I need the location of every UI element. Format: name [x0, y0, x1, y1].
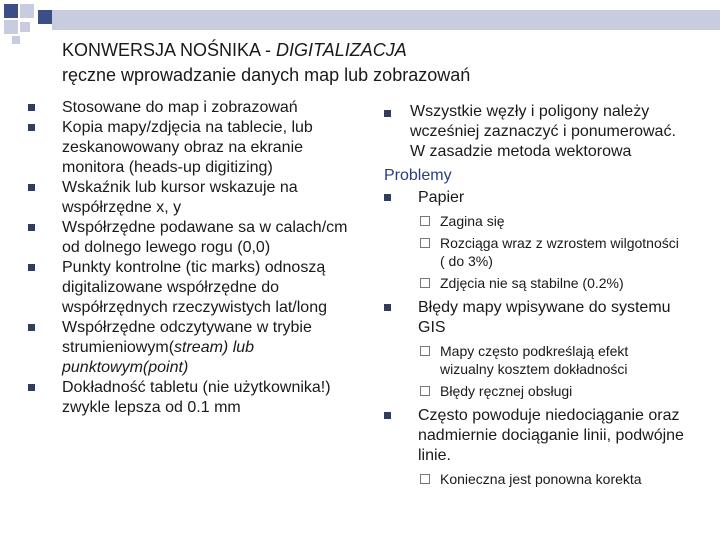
right-column — [384, 102, 684, 488]
list-item: Punkty kontrolne (tic marks) odnoszą digitalizowane współrzędne do współrzędnych rzeczywistych lat/long — [28, 258, 348, 318]
list-item: Błędy mapy wpisywane do systemu GIS — [384, 298, 684, 338]
bullet-icon — [28, 124, 35, 131]
checkbox-icon — [420, 216, 430, 226]
slide-title — [62, 38, 702, 88]
bullet-icon — [28, 104, 35, 111]
sub-item: Zagina się — [384, 212, 684, 230]
bullet-icon — [28, 264, 35, 271]
bullet-icon — [384, 110, 391, 117]
corner-square-1 — [4, 4, 18, 18]
left-column — [28, 98, 348, 418]
checkbox-icon — [420, 278, 430, 288]
checkbox-icon — [420, 474, 430, 484]
list-item: Dokładność tabletu (nie użytkownika!) zwykle lepsza od 0.1 mm — [28, 378, 348, 418]
corner-square-4 — [4, 20, 18, 34]
bullet-icon — [384, 412, 391, 419]
bullet-icon — [28, 184, 35, 191]
list-item: Wskaźnik lub kursor wskazuje na współrzędne x, y — [28, 178, 348, 218]
list-item: Stosowane do map i zobrazowań — [28, 98, 348, 118]
checkbox-icon — [420, 346, 430, 356]
sub-item: Konieczna jest ponowna korekta — [384, 470, 684, 488]
title-line-1 — [62, 38, 702, 63]
title-line-2: ręczne wprowadzanie danych map lub zobrazowań — [62, 65, 471, 85]
list-item: Często powoduje niedociąganie oraz nadmiernie dociąganie linii, podwójne linie. — [384, 406, 684, 466]
bullet-icon — [384, 304, 391, 311]
list-item: Współrzędne podawane sa w calach/cm od dolnego lewego rogu (0,0) — [28, 218, 348, 258]
checkbox-icon — [420, 386, 430, 396]
bullet-icon — [28, 384, 35, 391]
header-bar — [52, 10, 720, 30]
title-prefix: KONWERSJA NOŚNIKA - — [62, 40, 277, 60]
sub-item: Mapy często podkreślają efekt wizualny kosztem dokładności — [384, 342, 684, 378]
sub-item: Błędy ręcznej obsługi — [384, 382, 684, 400]
corner-square-3 — [38, 10, 52, 24]
list-item: Współrzędne odczytywane w trybie strumieniowym(stream) lub punktowym(point) — [28, 318, 348, 378]
bullet-icon — [28, 324, 35, 331]
corner-square-6 — [12, 36, 20, 44]
title-italic: DIGITALIZACJA — [276, 40, 407, 60]
problems-heading: Problemy — [384, 167, 452, 184]
list-item: Papier — [384, 188, 684, 208]
list-item: Kopia mapy/zdjęcia na tablecie, lub zeskanowowany obraz na ekranie monitora (heads-up digitizing) — [28, 118, 348, 178]
checkbox-icon — [420, 238, 430, 248]
corner-square-5 — [20, 22, 30, 32]
sub-item: Rozciąga wraz z wzrostem wilgotności ( do 3%) — [384, 234, 684, 270]
bullet-icon — [384, 194, 391, 201]
sub-item: Zdjęcia nie są stabilne (0.2%) — [384, 274, 684, 292]
bullet-icon — [28, 224, 35, 231]
list-item: Wszystkie węzły i poligony należy wcześniej zaznaczyć i ponumerować. W zasadzie metoda wektorowa — [384, 102, 684, 162]
corner-square-2 — [20, 4, 34, 18]
